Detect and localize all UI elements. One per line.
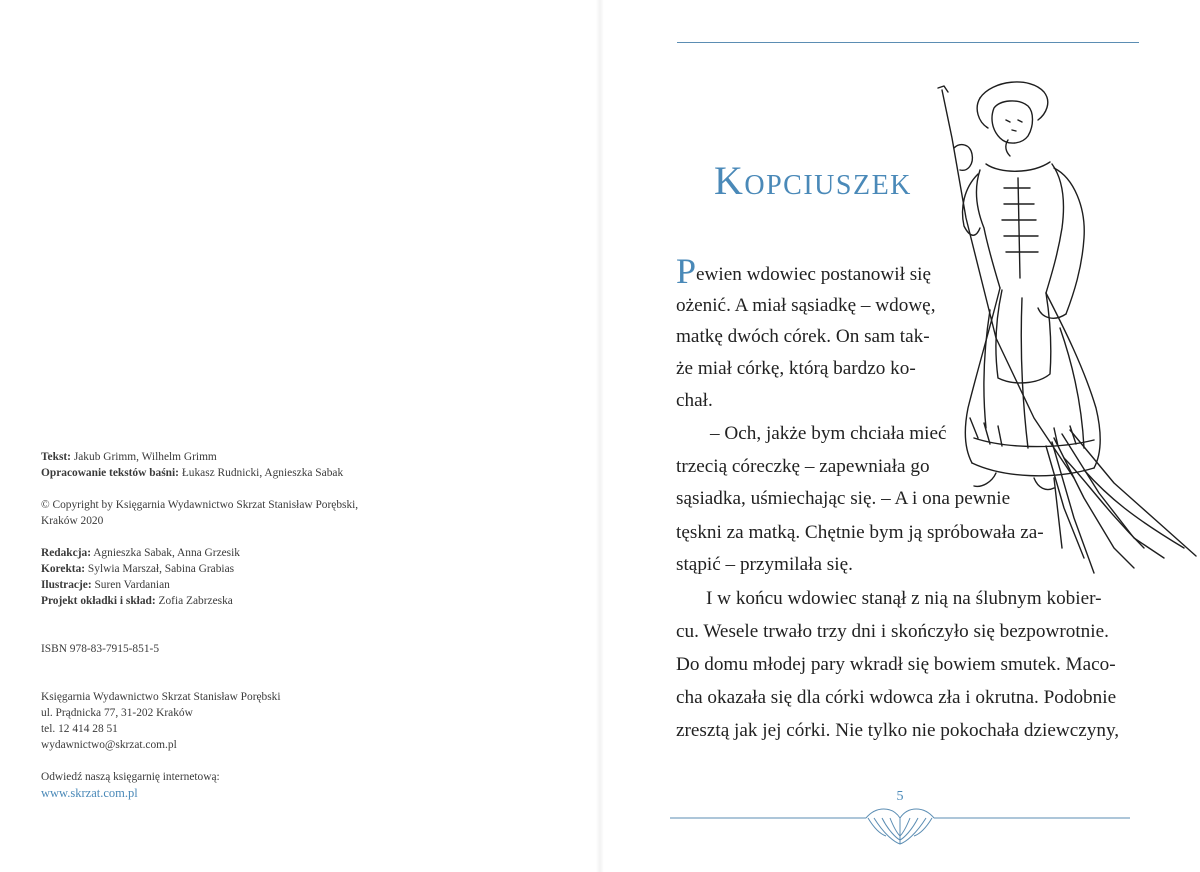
imprint-proofreading: Korekta: Sylwia Marszał, Sabina Grabias	[41, 563, 235, 575]
story-line: I w końcu wdowiec stanął z nią na ślubnym kobier-	[706, 588, 1102, 609]
top-rule	[677, 42, 1139, 43]
story-line: Do domu młodej pary wkradł się bowiem smutek. Maco-	[676, 654, 1116, 675]
story-line: sąsiadka, uśmiechając się. – A i ona pewnie	[676, 488, 1011, 509]
imprint-copyright: © Copyright by Księgarnia Wydawnictwo Skrzat Stanisław Porębski,	[41, 499, 359, 511]
imprint-copyright-year: Kraków 2020	[41, 515, 104, 527]
story-line: stąpić – przymilała się.	[676, 554, 853, 575]
story-line: chał.	[676, 390, 713, 411]
imprint-address: ul. Prądnicka 77, 31-202 Kraków	[41, 707, 193, 719]
chapter-title: Kopciuszek	[714, 158, 912, 203]
story-line: cha okazała się dla córki wdowca zła i okrutna. Podobnie	[676, 687, 1117, 708]
story-page	[604, 0, 1200, 872]
imprint-design: Projekt okładki i skład: Zofia Zabrzeska	[41, 595, 233, 607]
imprint-block	[41, 449, 441, 801]
story-line: ożenić. A miał sąsiadkę – wdowę,	[676, 295, 936, 316]
imprint-phone: tel. 12 414 28 51	[41, 723, 118, 735]
story-line: trzecią córeczkę – zapewniała go	[676, 456, 930, 477]
page-number: 5	[896, 789, 904, 804]
page-footer	[670, 788, 1130, 848]
imprint-editor: Redakcja: Agnieszka Sabak, Anna Grzesik	[41, 547, 240, 559]
story-line: – Och, jakże bym chciała mieć	[710, 423, 947, 444]
story-line: że miał córkę, którą bardzo ko-	[676, 358, 916, 379]
imprint-email: wydawnictwo@skrzat.com.pl	[41, 739, 177, 751]
imprint-visit-text: Odwiedź naszą księgarnię internetową:	[41, 771, 220, 783]
imprint-page	[0, 0, 596, 872]
book-gutter	[596, 0, 604, 872]
imprint-text-credit: Tekst: Jakub Grimm, Wilhelm Grimm	[41, 451, 217, 463]
story-line: tęskni za matką. Chętnie bym ją spróbowała za-	[676, 522, 1044, 543]
cinderella-sweeping-illustration	[934, 78, 1200, 578]
drop-cap: P	[676, 251, 697, 291]
imprint-isbn: ISBN 978-83-7915-851-5	[41, 643, 160, 655]
story-line: matkę dwóch córek. On sam tak-	[676, 326, 930, 347]
imprint-publisher: Księgarnia Wydawnictwo Skrzat Stanisław Porębski	[41, 691, 281, 703]
story-line-1: Pewien wdowiec postanowił się	[676, 251, 932, 291]
scallop-ornament-icon	[670, 798, 1130, 848]
story-line: cu. Wesele trwało trzy dni i skończyło się bezpowrotnie.	[676, 621, 1109, 642]
imprint-adaptation-credit: Opracowanie tekstów baśni: Łukasz Rudnicki, Agnieszka Sabak	[41, 467, 344, 479]
story-line: zresztą jak jej córki. Nie tylko nie pokochała dziewczyny,	[676, 720, 1120, 741]
imprint-website-link[interactable]: www.skrzat.com.pl	[41, 786, 138, 800]
imprint-illustrations: Ilustracje: Suren Vardanian	[41, 579, 170, 591]
